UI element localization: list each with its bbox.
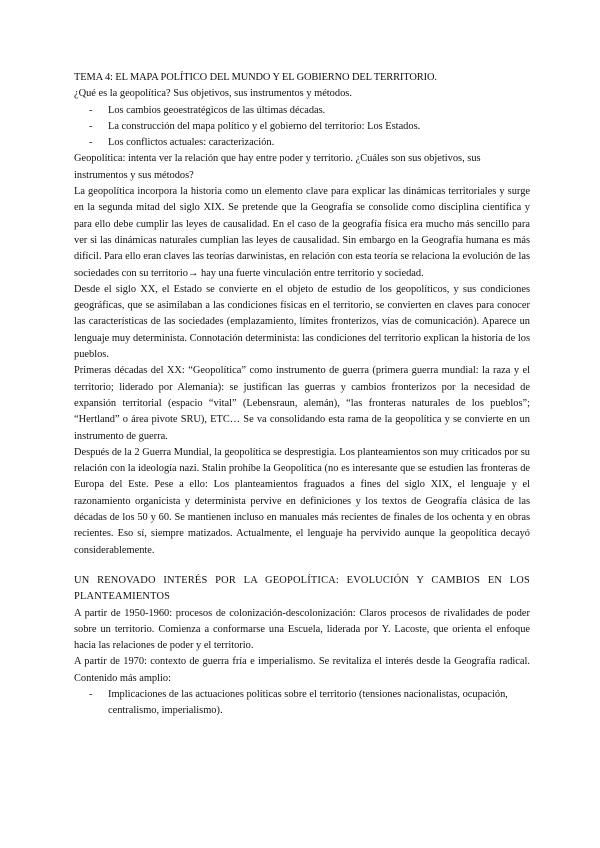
paragraph-1950: A partir de 1950-1960: procesos de colonización-descolonización: Claros procesos de rivalidades de poder sobre un territorio. Comienza a conformarse una Escuela, liderada por Y. Lacoste, que orienta el enfoque hacia las relaciones de poder y el territorio. <box>74 607 530 652</box>
document-title: TEMA 4: EL MAPA POLÍTICO DEL MUNDO Y EL GOBIERNO DEL TERRITORIO. <box>74 72 437 83</box>
list-item <box>74 687 530 720</box>
paragraph-postwar: Después de la 2 Guerra Mundial, la geopolítica se desprestigia. Los planteamientos son muy criticados por su relación con la ideología nazi. Stalin prohíbe la Geopolítica (no es interesante que se estudien las fronteras de Europa del Este. Pese a ello: Los planteamientos fraguados a fines del siglo XIX, el lenguaje y el razonamiento organicista y determinista pervive en definiciones y los textos de Geografía clásica de las décadas de los 50 y 60. Se mantienen incluso en manuales más recientes de finales de los ochenta y en obras recientes. Eso sí, siempre matizados. Actualmente, el lenguaje ha pervivido aunque la geopolítica decayó considerablemente. <box>74 446 530 556</box>
list-item-text: La construcción del mapa político y el gobierno del territorio: Los Estados. <box>108 120 421 132</box>
list-item <box>74 103 530 119</box>
intro-question: ¿Qué es la geopolítica? Sus objetivos, sus instrumentos y métodos. <box>74 88 352 100</box>
dash-bullet: - <box>89 120 93 132</box>
section-gap <box>74 559 530 573</box>
dash-bullet: - <box>89 688 93 700</box>
list-item <box>74 119 530 135</box>
paragraph-state: Desde el siglo XX, el Estado se convierte en el objeto de estudio de los geopolíticos, y sus condiciones geográficas, que se asimilaban a las condiciones físicas en el territorio, se convierten en claves para conocer las características de las sociedades (emplazamiento, límites fronterizos, vías de comunicación). Aparece un lenguaje muy determinista. Connotación determinista: las condiciones del territorio explican la historia de los pueblos. <box>74 283 530 361</box>
section-heading: UN RENOVADO INTERÉS POR LA GEOPOLÍTICA: EVOLUCIÓN Y CAMBIOS EN LOS PLANTEAMIENTOS <box>74 574 530 603</box>
topic-list <box>74 103 530 152</box>
dash-bullet: - <box>89 137 93 149</box>
paragraph-war: Primeras décadas del XX: “Geopolítica” como instrumento de guerra (primera guerra mundial: la raza y el territorio; liderado por Alemania): se justifican las guerras y cambios fronterizos por la necesidad de expansión territorial (espacio “vital” (Lebensraun, alemán), “las fronteras naturales de los pueblos”; “Hertland” o área pivote SRU), ETC… Se va consolidando esta rama de la geopolítica y se convierte en un instrumento de guerra. <box>74 365 530 442</box>
paragraph-definition: Geopolítica: intenta ver la relación que hay entre poder y territorio. ¿Cuáles son sus objetivos, sus instrumentos y sus métodos? <box>74 153 481 181</box>
dash-bullet: - <box>89 104 93 116</box>
list-item-text: Los cambios geoestratégicos de las últimas décadas. <box>108 104 326 116</box>
document-page <box>74 70 530 720</box>
paragraph-origins: La geopolítica incorpora la historia como un elemento clave para explicar las dinámicas territoriales y surge en la segunda mitad del siglo XIX. Se pretende que la Geografía se consolide como disciplina científica y para ello debe cumplir las leyes de causalidad. En el caso de la geografía física era mucho más sencillo para ver si las dinámicas naturales cumplían las leyes de causalidad. Sin embargo en la Geografía humana es más difícil. Para ello eran claves las teorías darwinistas, en relación con esta teoría se relaciona la evolución de las sociedades con su territorio→ hay una fuerte vinculación entre territorio y sociedad. <box>74 186 530 279</box>
list-item <box>74 135 530 151</box>
paragraph-1970: A partir de 1970: contexto de guerra fría e imperialismo. Se revitaliza el interés desde la Geografía radical. Contenido más amplio: <box>74 656 530 684</box>
content-list <box>74 687 530 720</box>
list-item-text: Los conflictos actuales: caracterización. <box>108 137 275 149</box>
list-item-text: Implicaciones de las actuaciones políticas sobre el territorio (tensiones nacionalistas, ocupación, centralismo, imperialismo). <box>108 688 508 717</box>
